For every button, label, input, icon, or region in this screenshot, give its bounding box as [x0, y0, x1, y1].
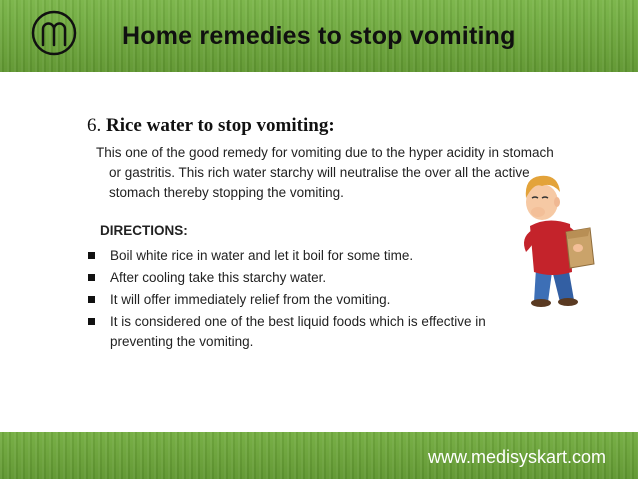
nauseous-boy-illustration — [508, 168, 598, 308]
bullet-icon — [88, 318, 95, 325]
list-item — [88, 246, 538, 266]
list-item — [88, 312, 538, 352]
bullet-icon — [88, 274, 95, 281]
list-item — [88, 268, 538, 288]
list-item-text: It will offer immediately relief from the vomiting. — [110, 292, 391, 307]
list-item-text: It is considered one of the best liquid foods which is effective in preventing the vomiting. — [110, 314, 486, 349]
remedy-heading — [87, 115, 335, 137]
directions-list — [88, 246, 538, 354]
list-item — [88, 290, 538, 310]
slide-title: Home remedies to stop vomiting — [122, 22, 516, 50]
website-url: www.medisyskart.com — [427, 447, 606, 467]
remedy-number: 6. — [87, 115, 102, 136]
remedy-name: Rice water to stop vomiting: — [106, 115, 335, 136]
footer-bar — [0, 432, 638, 479]
bullet-icon — [88, 296, 95, 303]
brand-logo-icon — [30, 9, 78, 57]
bullet-icon — [88, 252, 95, 259]
directions-label: DIRECTIONS: — [100, 223, 188, 238]
list-item-text: Boil white rice in water and let it boil for some time. — [110, 248, 414, 263]
header-bar — [0, 0, 638, 72]
list-item-text: After cooling take this starchy water. — [110, 270, 327, 285]
remedy-intro: This one of the good remedy for vomiting due to the hyper acidity in stomach or gastritis. This rich water starchy will neutralise the over all the active stomach thereby stopping the vomiting. — [96, 145, 554, 200]
